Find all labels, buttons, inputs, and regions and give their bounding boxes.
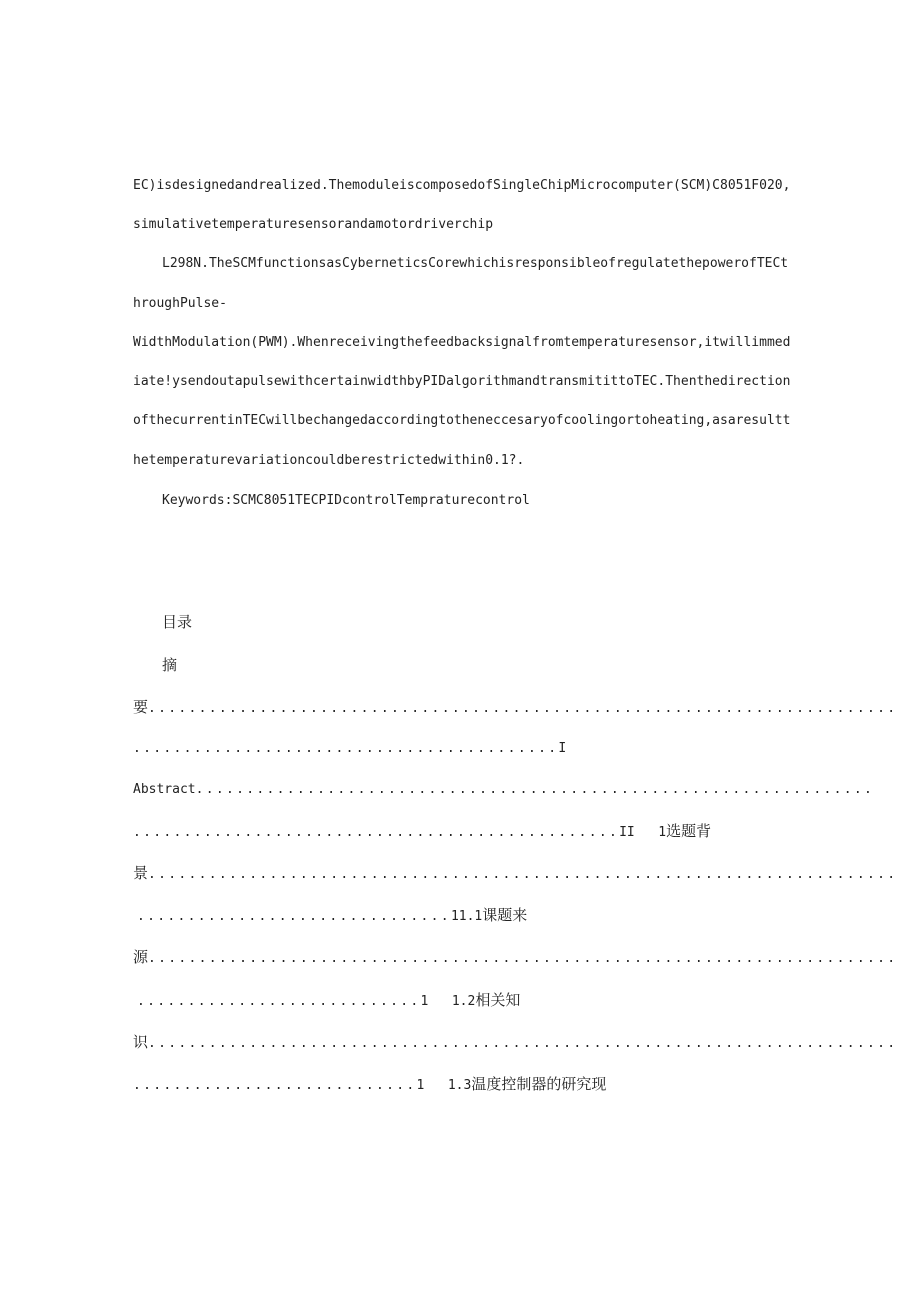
toc-entry-label: Abstract bbox=[133, 782, 196, 797]
abstract-line: EC)isdesignedandrealized.ThemoduleiscomposedofSingleChipMicrocomputer(SCM)C8051F020, bbox=[133, 178, 791, 193]
toc-next-label: 温度控制器的研究现 bbox=[471, 1075, 607, 1093]
toc-entry-knowledge[interactable] bbox=[133, 1034, 897, 1052]
toc-entry-summary-cont[interactable] bbox=[133, 741, 566, 757]
toc-leader-dots: ................................................ bbox=[133, 825, 620, 840]
toc-leader-dots: .......................................... bbox=[133, 741, 559, 756]
toc-entry-label: 要 bbox=[133, 698, 149, 716]
toc-entry-knowledge-cont[interactable] bbox=[133, 1076, 606, 1094]
abstract-line: L298N.TheSCMfunctionsasCyberneticsCorewhichisresponsibleofregulatethepowerofTECt bbox=[162, 256, 789, 271]
toc-leader-dots: .......................................................................... bbox=[148, 1036, 898, 1051]
toc-entry-label: 源 bbox=[133, 948, 149, 966]
toc-leader-dots: ............................ bbox=[137, 994, 421, 1009]
toc-leader-dots: ............................ bbox=[133, 1078, 417, 1093]
toc-entry-background[interactable] bbox=[133, 865, 897, 883]
toc-entry-source-cont[interactable] bbox=[137, 992, 520, 1010]
toc-next-label: 相关知 bbox=[475, 991, 521, 1009]
toc-entry-summary[interactable] bbox=[133, 699, 897, 717]
toc-entry-label: 识 bbox=[133, 1033, 149, 1051]
toc-next-number: 1.2 bbox=[451, 994, 476, 1009]
abstract-line: ofthecurrentinTECwillbechangedaccordingtotheneccesaryofcoolingortoheating,asaresultt bbox=[133, 413, 791, 428]
abstract-line: iate!ysendoutapulsewithcertainwidthbyPIDalgorithmandtransmitittoTEC.Thenthedirection bbox=[133, 374, 791, 389]
toc-leader-dots: ................................................................... bbox=[195, 782, 875, 797]
abstract-line: simulativetemperaturesensorandamotordriverchip bbox=[133, 217, 494, 232]
toc-page-number: I bbox=[558, 741, 567, 756]
abstract-line: hetemperaturevariationcouldberestrictedwithin0.1?. bbox=[133, 453, 525, 468]
toc-next-number: 1.1 bbox=[458, 909, 483, 924]
toc-leader-dots: ............................... bbox=[137, 909, 451, 924]
toc-title: 目录 bbox=[162, 613, 193, 631]
toc-next-label: 课题来 bbox=[482, 906, 528, 924]
toc-entry-background-cont[interactable] bbox=[137, 907, 527, 925]
keywords-line: Keywords:SCMC8051TECPIDcontrolTempraturecontrol bbox=[162, 493, 530, 508]
toc-entry-prefix: 摘 bbox=[162, 656, 178, 674]
toc-next-number: 1.3 bbox=[447, 1078, 472, 1093]
abstract-line: hroughPulse- bbox=[133, 296, 227, 311]
toc-entry-abstract[interactable] bbox=[133, 782, 874, 798]
toc-page-number: II bbox=[619, 825, 635, 840]
toc-page-number: 1 bbox=[450, 909, 459, 924]
toc-entry-source[interactable] bbox=[133, 949, 897, 967]
toc-entry-abstract-cont[interactable] bbox=[133, 823, 711, 841]
toc-next-label: 选题背 bbox=[666, 822, 712, 840]
abstract-line: WidthModulation(PWM).Whenreceivingthefeedbacksignalfromtemperaturesensor,itwillimmed bbox=[133, 335, 791, 350]
toc-entry-label: 景 bbox=[133, 864, 149, 882]
toc-page-number: 1 bbox=[420, 994, 429, 1009]
toc-leader-dots: .......................................................................... bbox=[148, 951, 898, 966]
toc-leader-dots: .......................................................................... bbox=[148, 867, 898, 882]
toc-page-number: 1 bbox=[416, 1078, 425, 1093]
toc-next-number: 1 bbox=[658, 825, 667, 840]
toc-leader-dots: .......................................................................... bbox=[148, 701, 898, 716]
